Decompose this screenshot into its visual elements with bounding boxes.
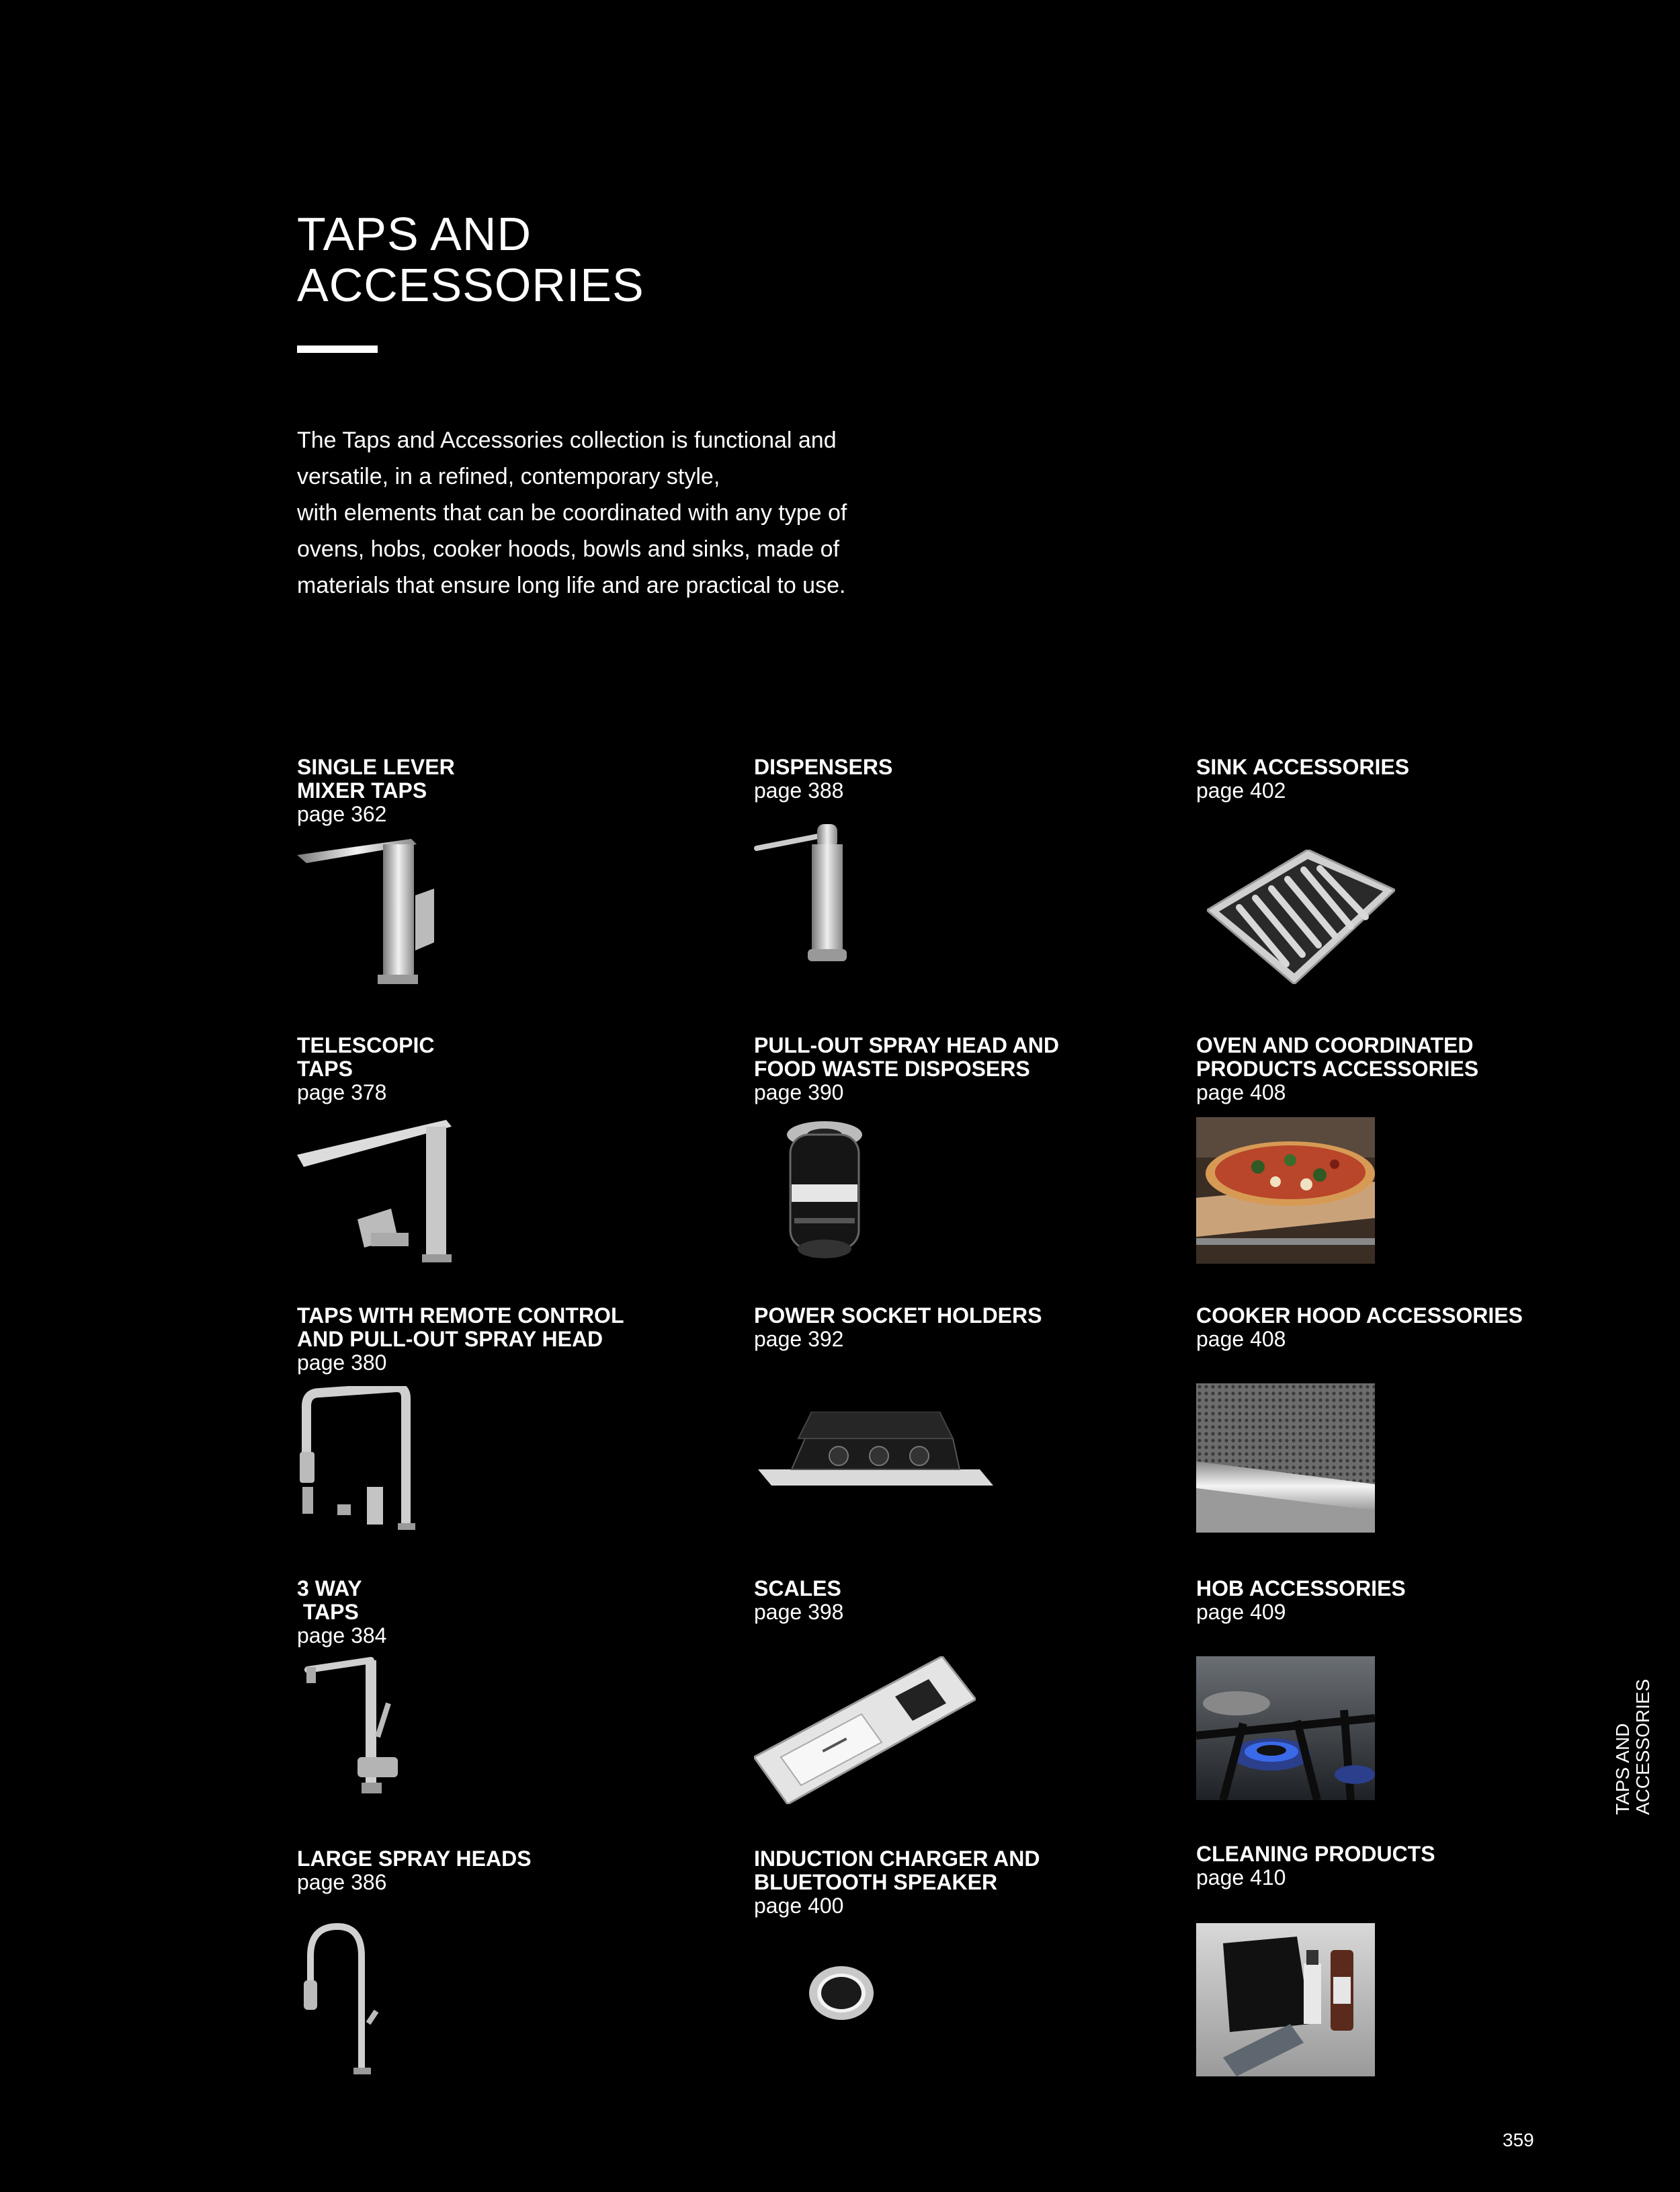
item-page-ref: page 362	[297, 802, 387, 826]
item-page-ref: page 409	[1196, 1600, 1286, 1624]
item-name-line: SINGLE LEVER	[297, 755, 455, 779]
item-name-line: SINK ACCESSORIES	[1196, 755, 1410, 779]
item-name-line: BLUETOOTH SPEAKER	[754, 1870, 998, 1894]
item-page-ref: page 408	[1196, 1327, 1286, 1351]
item-cooker-hood-accessories[interactable]	[1196, 1304, 1523, 1351]
item-page-ref: page 390	[754, 1080, 844, 1104]
title-line-1: TAPS AND	[297, 208, 532, 260]
item-page-ref: page 398	[754, 1600, 844, 1624]
single-lever-tap-icon	[297, 835, 472, 989]
remote-control-tap-icon	[297, 1386, 418, 1534]
waste-disposer-icon	[774, 1117, 875, 1272]
item-page-ref: page 408	[1196, 1080, 1286, 1104]
hood-filter-icon	[1196, 1383, 1375, 1533]
intro-line: The Taps and Accessories collection is functional and	[297, 428, 837, 453]
item-page-ref: page 400	[754, 1894, 844, 1918]
item-page-ref: page 388	[754, 778, 844, 803]
item-name-line: 3 WAY	[297, 1576, 362, 1600]
page-number: 359	[1503, 2129, 1534, 2150]
spray-head-tap-icon	[297, 1922, 398, 2077]
item-page-ref: page 392	[754, 1327, 844, 1351]
cleaning-kit-icon	[1196, 1923, 1375, 2076]
intro-paragraph	[297, 422, 902, 604]
item-name-line: TAPS WITH REMOTE CONTROL	[297, 1303, 624, 1328]
title-underline	[297, 346, 378, 353]
item-name-line: COOKER HOOD ACCESSORIES	[1196, 1303, 1523, 1328]
side-label-line-2: ACCESSORIES	[1632, 1678, 1653, 1815]
item-telescopic-taps[interactable]	[297, 1034, 434, 1104]
induction-charger-icon	[808, 1963, 875, 2023]
item-single-lever-mixer-taps[interactable]	[297, 756, 455, 826]
item-name-line: PULL-OUT SPRAY HEAD AND	[754, 1033, 1059, 1057]
item-page-ref: page 402	[1196, 778, 1286, 803]
item-name-line: HOB ACCESSORIES	[1196, 1576, 1406, 1600]
item-name-line: MIXER TAPS	[297, 778, 427, 803]
item-scales[interactable]	[754, 1577, 843, 1624]
hob-burner-icon	[1196, 1656, 1375, 1800]
side-label-line-1: TAPS AND	[1612, 1723, 1633, 1815]
dispenser-icon	[754, 811, 888, 972]
pizza-stone-icon	[1196, 1117, 1375, 1264]
page-title	[297, 208, 644, 311]
intro-line: materials that ensure long life and are practical to use.	[297, 573, 846, 598]
sink-grid-icon	[1207, 850, 1395, 984]
item-name-line: TAPS	[297, 1057, 353, 1081]
item-page-ref: page 378	[297, 1080, 387, 1104]
item-name-line: PRODUCTS ACCESSORIES	[1196, 1057, 1479, 1081]
intro-line: with elements that can be coordinated with any type of	[297, 500, 847, 526]
item-dispensers[interactable]	[754, 756, 892, 803]
intro-line: ovens, hobs, cooker hoods, bowls and sinks, made of	[297, 536, 840, 562]
item-name-line: TAPS	[297, 1600, 359, 1624]
item-name-line: DISPENSERS	[754, 755, 893, 779]
item-taps-with-remote-control[interactable]	[297, 1304, 624, 1375]
intro-line: versatile, in a refined, contemporary style,	[297, 464, 720, 489]
item-name-line: OVEN AND COORDINATED	[1196, 1033, 1474, 1057]
item-page-ref: page 384	[297, 1623, 387, 1648]
item-cleaning-products[interactable]	[1196, 1842, 1435, 1890]
item-name-line: SCALES	[754, 1576, 841, 1600]
item-oven-and-coordinated-products-accessories[interactable]	[1196, 1034, 1478, 1104]
telescopic-tap-icon	[297, 1120, 472, 1268]
item-name-line: POWER SOCKET HOLDERS	[754, 1303, 1042, 1328]
item-page-ref: page 386	[297, 1870, 387, 1894]
item-power-socket-holders[interactable]	[754, 1304, 1042, 1351]
item-name-line: FOOD WASTE DISPOSERS	[754, 1057, 1030, 1081]
three-way-tap-icon	[304, 1656, 431, 1804]
item-name-line: LARGE SPRAY HEADS	[297, 1846, 532, 1871]
scales-icon	[754, 1656, 976, 1804]
item-name-line: CLEANING PRODUCTS	[1196, 1842, 1435, 1866]
title-line-2: ACCESSORIES	[297, 259, 644, 311]
item-3-way-taps[interactable]	[297, 1577, 386, 1648]
item-name-line: TELESCOPIC	[297, 1033, 435, 1057]
item-name-line: INDUCTION CHARGER AND	[754, 1846, 1040, 1871]
power-socket-icon	[758, 1412, 993, 1499]
item-name-line: AND PULL-OUT SPRAY HEAD	[297, 1327, 603, 1351]
item-sink-accessories[interactable]	[1196, 756, 1409, 803]
item-pull-out-spray-head-and-food-waste-disposers[interactable]	[754, 1034, 1059, 1104]
item-page-ref: page 380	[297, 1350, 387, 1375]
item-large-spray-heads[interactable]	[297, 1847, 532, 1894]
item-page-ref: page 410	[1196, 1865, 1286, 1890]
item-induction-charger-and-bluetooth-speaker[interactable]	[754, 1847, 1040, 1918]
item-hob-accessories[interactable]	[1196, 1577, 1406, 1624]
